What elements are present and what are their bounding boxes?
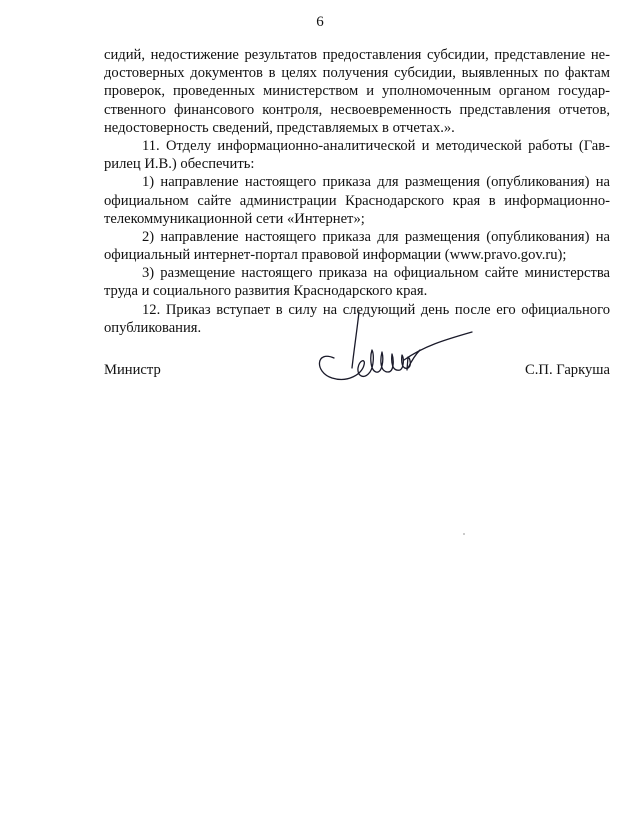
text-line: 3) размещение настоящего приказа на официальном сайте министерства — [142, 265, 610, 282]
text-line: 11. Отделу информационно-аналитической и методической работы (Гав- — [142, 137, 610, 154]
text-line: 1) направление настоящего приказа для размещения (опубликования) на — [142, 174, 610, 191]
paragraph — [104, 264, 610, 300]
text-line: труда и социального развития Краснодарского края. — [104, 283, 428, 300]
text-line: рилец И.В.) обеспечить: — [104, 156, 255, 173]
handwritten-signature — [304, 310, 474, 400]
text-line: проверок, проведенных министерством и уполномоченным органом государ- — [104, 83, 610, 100]
text-line: 12. Приказ вступает в силу на следующий день после его официального — [142, 301, 610, 318]
text-line: официальный интернет-портал правовой информации (www.pravo.gov.ru); — [104, 247, 567, 264]
paragraph — [104, 173, 610, 228]
text-line: достоверных документов в целях получения субсидии, выявленных по фактам — [104, 65, 610, 82]
text-line: официальном сайте администрации Краснодарского края в информационно- — [104, 192, 610, 209]
document-body — [104, 46, 610, 337]
signer-name: С.П. Гаркуша — [525, 362, 610, 378]
text-line: телекоммуникационной сети «Интернет»; — [104, 210, 365, 227]
paragraph — [104, 46, 610, 137]
paragraph — [104, 137, 610, 173]
text-line: сидий, недостижение результатов предоставления субсидии, представление не- — [104, 47, 610, 63]
text-line: 2) направление настоящего приказа для размещения (опубликования) на — [142, 228, 610, 245]
text-line: ственного финансового контроля, несвоевременность представления отчетов, — [104, 101, 610, 118]
page-number: 6 — [316, 14, 324, 30]
paragraph — [104, 228, 610, 264]
signature-block — [104, 350, 610, 410]
text-line: опубликования. — [104, 319, 202, 336]
position-title: Министр — [104, 362, 161, 378]
text-line: недостоверность сведений, представляемых в отчетах.». — [104, 119, 455, 136]
scan-artifact — [463, 533, 465, 535]
